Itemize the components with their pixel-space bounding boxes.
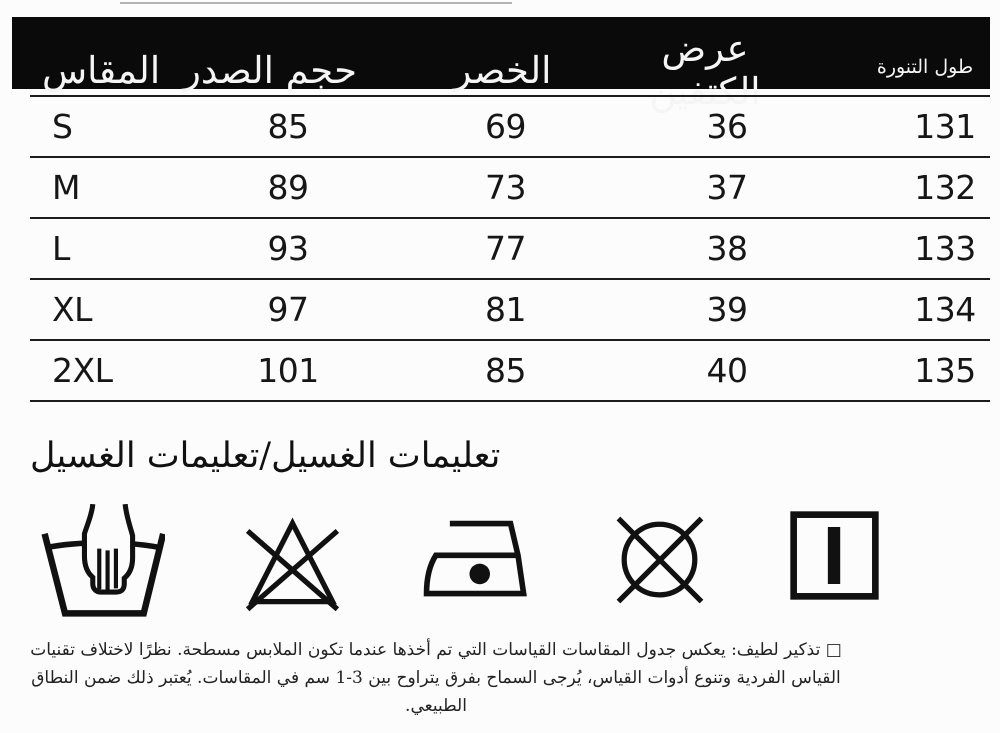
shoulders-value: 39 [706,290,748,329]
header-waist: الخصر [453,48,552,92]
waist-value: 77 [485,229,526,268]
chest-value: 85 [267,107,309,146]
length-value: 133 [914,229,976,268]
chest-value: 93 [267,229,309,268]
length-value: 132 [914,168,976,207]
chest-value: 89 [267,168,309,207]
size-value: 2XL [52,351,113,390]
waist-value: 81 [485,290,526,329]
drip-dry-icon [787,508,882,603]
hand-wash-icon [40,504,165,620]
waist-value: 85 [485,351,526,390]
header-chest: حجم الصدر [182,48,358,92]
header-skirt-length: طول التنورة [876,56,974,78]
cropped-edge-artifact [120,2,512,4]
length-value: 131 [914,107,976,146]
table-row-2xl [30,341,990,402]
shoulders-value: 37 [706,168,748,207]
table-row-xl [30,280,990,341]
header-shoulders: عرض الكتفين [649,27,761,113]
care-symbols-row [40,504,882,620]
size-value: L [52,229,70,268]
shoulders-value: 38 [706,229,748,268]
length-value: 134 [914,290,976,329]
table-row-l [30,219,990,280]
do-not-dry-clean-icon [607,508,712,613]
waist-value: 69 [485,107,526,146]
header-size: المقاس [42,48,161,92]
table-row-m [30,158,990,219]
size-value: XL [52,290,92,329]
size-table-body [30,95,990,402]
chest-value: 97 [267,290,309,329]
waist-value: 73 [485,168,526,207]
do-not-bleach-icon [240,508,345,615]
size-table-header [12,17,990,113]
size-value: M [52,168,80,207]
size-value: S [52,107,73,146]
iron-one-dot-icon [420,512,532,606]
washing-instructions-title: تعليمات الغسيل/تعليمات الغسيل [30,436,501,476]
table-row-s [30,97,990,158]
chest-value: 101 [257,351,319,390]
shoulders-value: 36 [706,107,748,146]
length-value: 135 [914,351,976,390]
shoulders-value: 40 [706,351,748,390]
measurement-disclaimer-note: □ تذكير لطيف: يعكس جدول المقاسات القياسات التي تم أخذها عندما تكون الملابس مسطحة. نظرًا لاختلاف تقنيات القياس الفردية وتنوع أدوات القياس، يُرجى السماح بفرق يتراوح بين 3-1 سم في المقاسات. يُعتبر ذلك ضمن النطاق الطبيعي. [30,640,842,717]
